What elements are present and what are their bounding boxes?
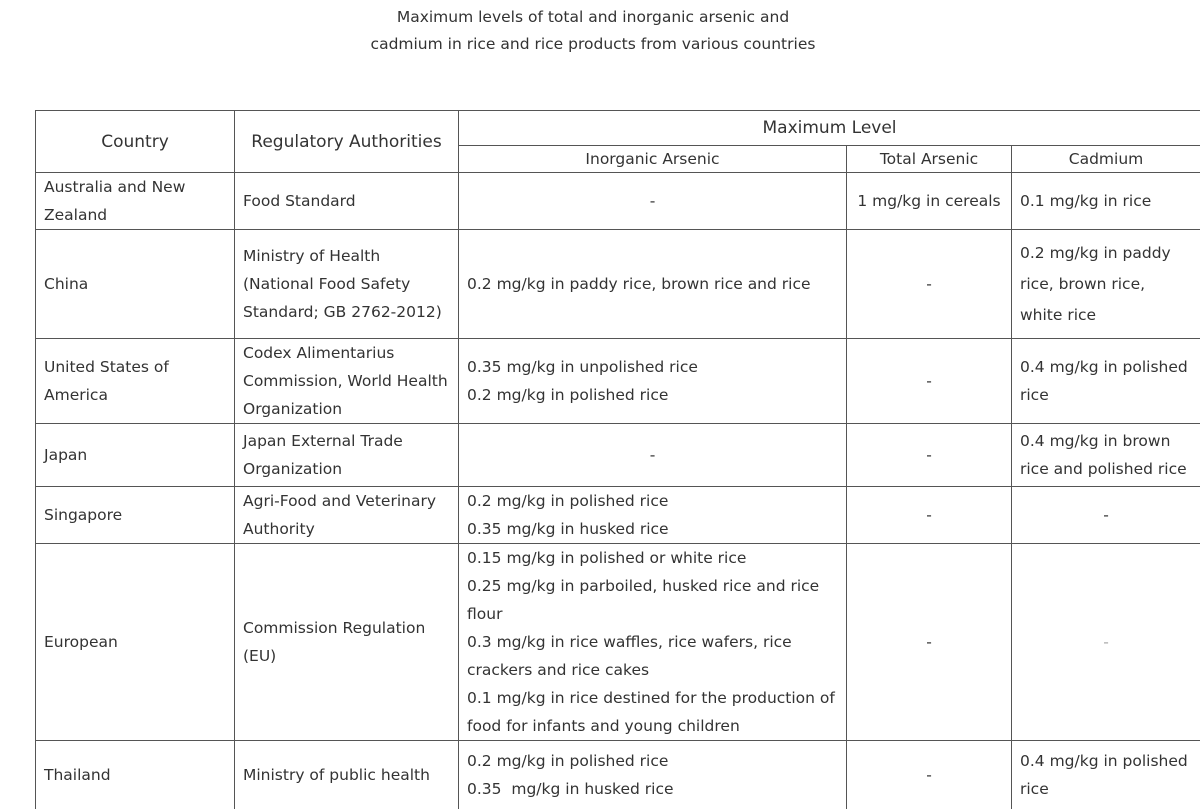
total-arsenic-cell: - — [847, 339, 1012, 424]
caption-line-1: Maximum levels of total and inorganic arsenic and — [396, 8, 790, 26]
inorganic-arsenic-value: 0.15 mg/kg in polished or white rice — [467, 549, 747, 567]
inorganic-arsenic-cell — [459, 173, 847, 230]
header-country: Country — [36, 111, 235, 173]
inorganic-arsenic-value: 0.35 mg/kg in unpolished rice — [467, 358, 698, 376]
cadmium-cell: - — [1012, 487, 1200, 544]
inorganic-arsenic-value: 0.35 mg/kg in husked rice — [467, 520, 669, 538]
cadmium-cell: 0.4 mg/kg in polished rice — [1012, 339, 1200, 424]
inorganic-arsenic-cell — [459, 741, 847, 810]
header-cadmium: Cadmium — [1012, 146, 1200, 173]
table-row — [36, 424, 1200, 487]
authority-cell: Food Standard — [235, 173, 459, 230]
total-arsenic-cell: - — [847, 544, 1012, 741]
header-total-arsenic: Total Arsenic — [847, 146, 1012, 173]
country-cell: Australia and New Zealand — [36, 173, 235, 230]
inorganic-arsenic-value: - — [649, 446, 656, 464]
table-row — [36, 173, 1200, 230]
inorganic-arsenic-cell — [459, 230, 847, 339]
authority-cell: Ministry of public health — [235, 741, 459, 810]
table-row — [36, 487, 1200, 544]
country-cell: Singapore — [36, 487, 235, 544]
inorganic-arsenic-cell — [459, 339, 847, 424]
caption-line-2: cadmium in rice and rice products from various countries — [370, 35, 816, 53]
inorganic-arsenic-value: - — [649, 192, 656, 210]
table-row — [36, 339, 1200, 424]
cadmium-cell: 0.4 mg/kg in polished rice — [1012, 741, 1200, 810]
authority-cell: Agri-Food and Veterinary Authority — [235, 487, 459, 544]
inorganic-arsenic-value: 0.2 mg/kg in polished rice — [467, 752, 669, 770]
inorganic-arsenic-value: 0.2 mg/kg in polished rice — [467, 386, 669, 404]
total-arsenic-cell: 1 mg/kg in cereals — [847, 173, 1012, 230]
total-arsenic-cell: - — [847, 487, 1012, 544]
cadmium-cell: - — [1012, 544, 1200, 741]
country-cell: United States of America — [36, 339, 235, 424]
inorganic-arsenic-value: 0.1 mg/kg in rice destined for the production of food for infants and young children — [467, 689, 835, 735]
inorganic-arsenic-value: 0.2 mg/kg in polished rice — [467, 492, 669, 510]
table-row — [36, 741, 1200, 810]
inorganic-arsenic-cell — [459, 487, 847, 544]
header-maximum-level: Maximum Level — [459, 111, 1200, 146]
country-cell: Japan — [36, 424, 235, 487]
table-row — [36, 544, 1200, 741]
header-inorganic-arsenic: Inorganic Arsenic — [459, 146, 847, 173]
inorganic-arsenic-value: 0.35 mg/kg in husked rice — [467, 780, 674, 798]
authority-cell: Japan External Trade Organization — [235, 424, 459, 487]
total-arsenic-cell: - — [847, 741, 1012, 810]
table-row — [36, 230, 1200, 339]
authority-cell: Codex Alimentarius Commission, World Health Organization — [235, 339, 459, 424]
total-arsenic-cell: - — [847, 424, 1012, 487]
authority-cell: Ministry of Health (National Food Safety Standard; GB 2762-2012) — [235, 230, 459, 339]
inorganic-arsenic-value: 0.25 mg/kg in parboiled, husked rice and rice flour — [467, 577, 820, 623]
country-cell: European — [36, 544, 235, 741]
header-regulatory-authorities: Regulatory Authorities — [235, 111, 459, 173]
country-cell: China — [36, 230, 235, 339]
table-caption — [0, 4, 1186, 58]
cadmium-cell: 0.2 mg/kg in paddy rice, brown rice, white rice — [1012, 230, 1200, 339]
cadmium-cell: 0.1 mg/kg in rice — [1012, 173, 1200, 230]
authority-cell: Commission Regulation (EU) — [235, 544, 459, 741]
total-arsenic-cell: - — [847, 230, 1012, 339]
max-levels-table — [35, 110, 1200, 809]
inorganic-arsenic-cell — [459, 424, 847, 487]
inorganic-arsenic-value: 0.2 mg/kg in paddy rice, brown rice and rice — [467, 275, 811, 293]
cadmium-cell: 0.4 mg/kg in brown rice and polished rice — [1012, 424, 1200, 487]
inorganic-arsenic-value: 0.3 mg/kg in rice waffles, rice wafers, rice crackers and rice cakes — [467, 633, 792, 679]
country-cell: Thailand — [36, 741, 235, 810]
inorganic-arsenic-cell — [459, 544, 847, 741]
